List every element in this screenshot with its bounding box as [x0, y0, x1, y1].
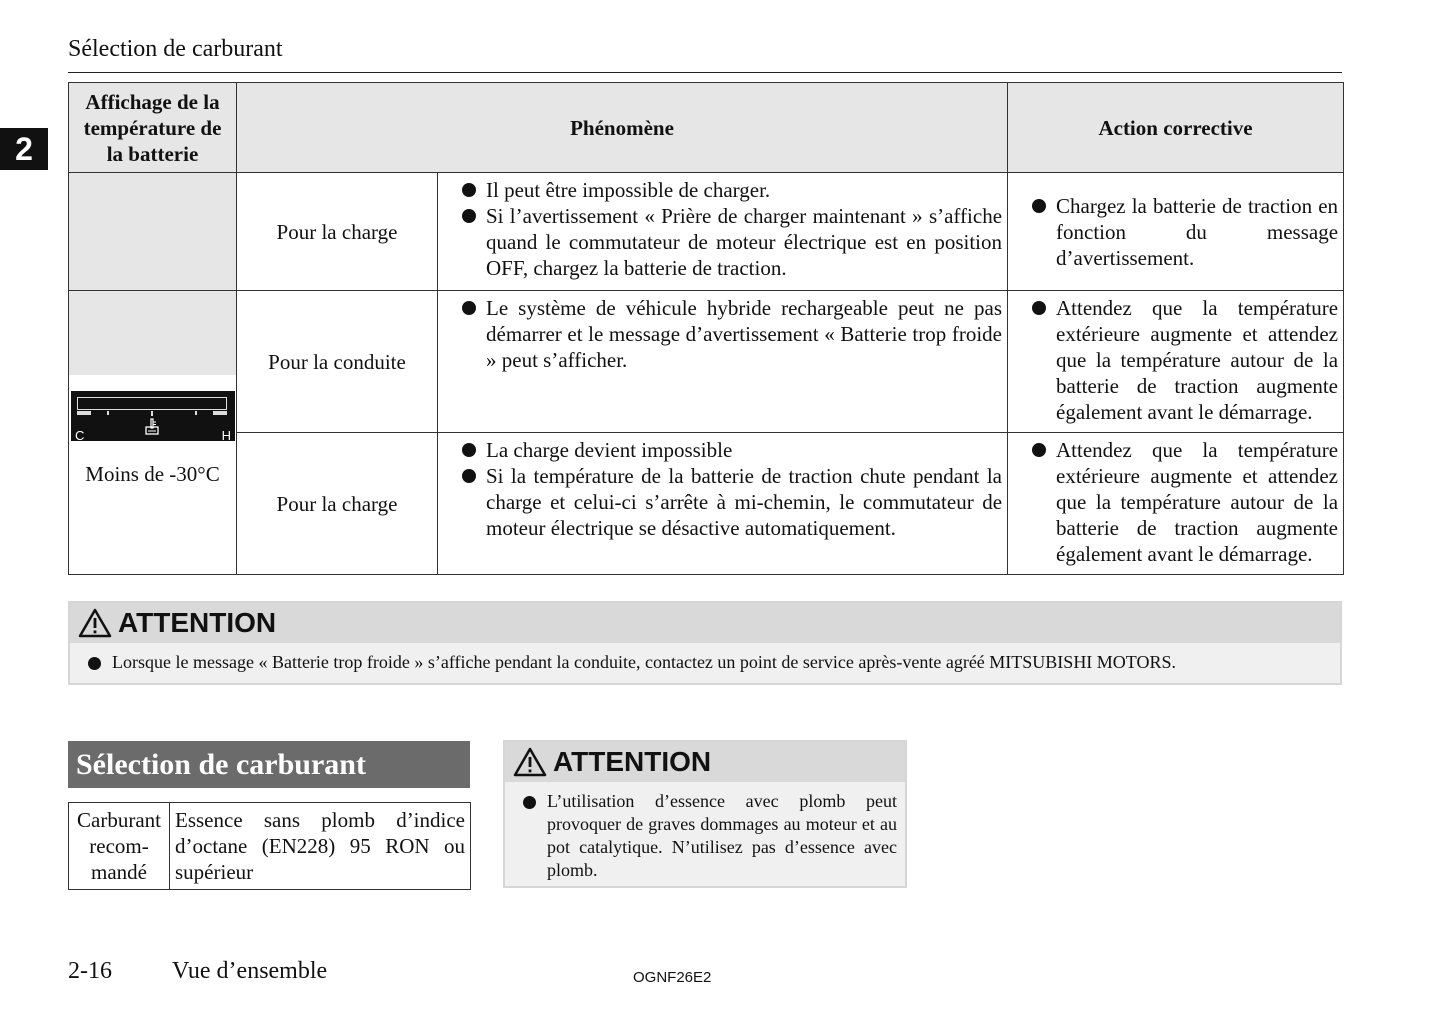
gauge-bar	[77, 397, 227, 410]
running-head: Sélection de carburant	[68, 36, 283, 62]
list-item: Attendez que la température extérieure augmente et attendez que la température autour de la batterie de traction augmente également avant le démarrage.	[1032, 295, 1338, 425]
situation-cell: Pour la conduite	[237, 291, 438, 433]
temperature-condition: Moins de -30°C	[85, 462, 220, 486]
gauge-low-label: C	[75, 428, 85, 443]
header-action: Action corrective	[1008, 83, 1344, 173]
action-cell	[1008, 433, 1344, 575]
table-row	[69, 803, 471, 890]
list-item: L’utilisation d’essence avec plomb peut provoquer de graves dommages au moteur et au pot catalytique. N’utilisez pas d’essence avec plomb.	[523, 790, 897, 882]
chapter-name: Vue d’ensemble	[172, 958, 328, 984]
chapter-tab: 2	[0, 128, 48, 170]
action-cell	[1008, 173, 1344, 291]
fuel-table	[68, 802, 471, 890]
situation-cell: Pour la charge	[237, 433, 438, 575]
gauge-ticks	[77, 411, 227, 417]
list-item: La charge devient impossible	[462, 437, 1002, 463]
page-number: 2-16	[68, 958, 112, 984]
list-item: Attendez que la température extérieure augmente et attendez que la température autour de la batterie de traction augmente également avant le démarrage.	[1032, 437, 1338, 567]
list-item: Il peut être impossible de charger.	[462, 177, 1002, 203]
warning-triangle-icon	[513, 747, 547, 777]
phenomenon-cell	[438, 433, 1008, 575]
action-cell	[1008, 291, 1344, 433]
table-row	[69, 433, 1344, 575]
display-cell-shade	[69, 291, 236, 375]
attention-box-small	[503, 740, 907, 888]
situation-cell: Pour la charge	[237, 173, 438, 291]
attention-title: ATTENTION	[553, 746, 712, 777]
attention-title: ATTENTION	[118, 607, 277, 638]
display-cell-empty	[69, 173, 237, 291]
header-display: Affichage de la température de la batterie	[69, 83, 237, 173]
attention-header	[505, 742, 905, 782]
list-item: Lorsque le message « Batterie trop froide » s’affiche pendant la conduite, contactez un point de service après-vente agréé MITSUBISHI MOTORS.	[88, 651, 1322, 674]
header-rule	[68, 72, 1342, 73]
list-item: Si la température de la batterie de traction chute pendant la charge et celui-ci s’arrête à mi-chemin, le commutateur de moteur électrique se désactive automatiquement.	[462, 463, 1002, 541]
battery-temperature-table	[68, 82, 1344, 575]
gauge-high-label: H	[221, 428, 231, 443]
table-row	[69, 291, 1344, 433]
list-item: Si l’avertissement « Prière de charger maintenant » s’affiche quand le commutateur de moteur électrique est en position OFF, chargez la batterie de traction.	[462, 203, 1002, 281]
header-phenomenon: Phénomène	[237, 83, 1008, 173]
battery-temperature-icon	[143, 418, 161, 436]
table-header-row	[69, 83, 1344, 173]
table-row	[69, 173, 1344, 291]
attention-box-wide	[68, 601, 1342, 685]
fuel-value: Essence sans plomb d’indice d’octane (EN228) 95 RON ou supérieur	[170, 803, 471, 890]
attention-header	[70, 603, 1340, 643]
phenomenon-cell	[438, 173, 1008, 291]
fuel-label: Carburant recom-mandé	[69, 803, 170, 890]
list-item: Chargez la batterie de traction en fonction du message d’avertissement.	[1032, 193, 1338, 271]
list-item: Le système de véhicule hybride rechargeable peut ne pas démarrer et le message d’avertissement « Batterie trop froide » peut s’afficher.	[462, 295, 1002, 373]
phenomenon-cell	[438, 291, 1008, 433]
battery-temperature-gauge	[71, 391, 235, 441]
section-title: Sélection de carburant	[68, 741, 470, 788]
document-code: OGNF26E2	[633, 969, 712, 986]
warning-triangle-icon	[78, 608, 112, 638]
temperature-display-cell	[69, 291, 237, 575]
